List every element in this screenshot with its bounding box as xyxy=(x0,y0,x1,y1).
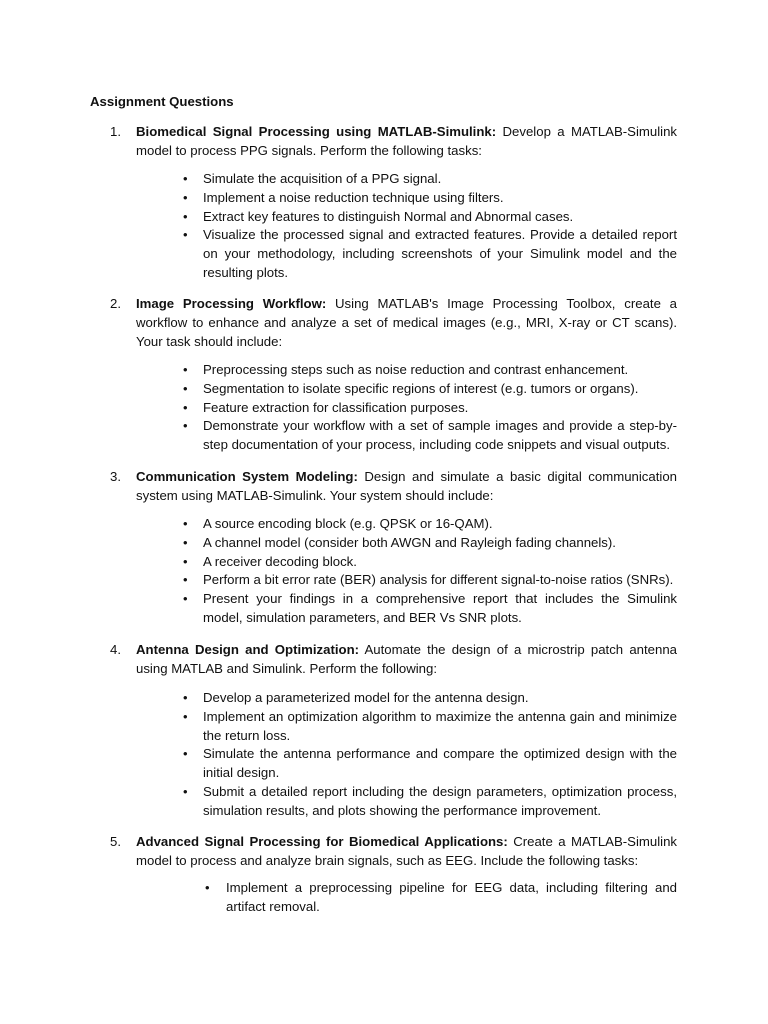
list-item: • A channel model (consider both AWGN and Rayleigh fading channels). xyxy=(203,534,677,553)
bullet-icon: • xyxy=(183,553,188,569)
question-number: 5. xyxy=(110,834,121,849)
list-item: • Extract key features to distinguish Normal and Abnormal cases. xyxy=(203,208,677,227)
list-item: • Present your findings in a comprehensive report that includes the Simulink model, simulation parameters, and BER Vs SNR plots. xyxy=(183,591,677,625)
list-item: • Feature extraction for classification purposes. xyxy=(203,399,677,418)
question-intro: Using MATLAB's Image Processing Toolbox, create a workflow to enhance and analyze a set of medical images (e.g., MRI, X-ray or CT scans). Your task should include: xyxy=(136,296,678,350)
list-item: • A receiver decoding block. xyxy=(203,553,677,572)
question-text xyxy=(136,832,677,870)
bullet-icon: • xyxy=(183,208,188,224)
question-1-bullets xyxy=(183,170,677,283)
question-4-bullets xyxy=(183,689,677,821)
bullet-icon: • xyxy=(183,362,188,377)
bullet-icon: • xyxy=(183,708,188,724)
list-item: • Submit a detailed report including the design parameters, optimization process, simulation results, and plots showing the performance improvement. xyxy=(183,783,677,818)
question-text xyxy=(136,640,677,678)
question-intro: Create a MATLAB-Simulink model to process and analyze brain signals, such as EEG. Include the following tasks: xyxy=(136,834,677,869)
list-item: • Simulate the antenna performance and compare the optimized design with the initial design. xyxy=(183,746,677,781)
bullet-icon: • xyxy=(183,380,188,396)
question-text xyxy=(136,294,677,352)
question-text xyxy=(136,122,677,160)
list-item: • Visualize the processed signal and extracted features. Provide a detailed report on your methodology, including screenshots of your Simulink model and the resulting plots. xyxy=(183,227,677,280)
question-number: 4. xyxy=(110,642,121,657)
question-5-bullets xyxy=(205,879,677,917)
list-item: • Demonstrate your workflow with a set of sample images and provide a step-by-step documentation of your process, including code snippets and visual outputs. xyxy=(183,418,677,453)
list-item: • A source encoding block (e.g. QPSK or 16-QAM). xyxy=(203,515,677,534)
bullet-icon: • xyxy=(205,880,210,895)
list-item: • Implement a preprocessing pipeline for EEG data, including filtering and artifact removal. xyxy=(205,880,677,914)
question-title: Antenna Design and Optimization: xyxy=(136,642,360,657)
question-intro: Develop a MATLAB-Simulink model to process PPG signals. Perform the following tasks: xyxy=(136,124,678,159)
bullet-icon: • xyxy=(183,227,188,243)
bullet-icon: • xyxy=(183,746,188,762)
question-title: Image Processing Workflow: xyxy=(136,296,327,311)
question-number: 2. xyxy=(110,296,121,311)
document-heading: Assignment Questions xyxy=(90,94,234,109)
bullet-icon: • xyxy=(183,418,188,434)
question-title: Advanced Signal Processing for Biomedical Applications: xyxy=(136,834,508,849)
list-item: • Develop a parameterized model for the antenna design. xyxy=(203,689,677,708)
question-text xyxy=(136,467,677,505)
bullet-icon: • xyxy=(183,534,188,550)
list-item: • Implement an optimization algorithm to maximize the antenna gain and minimize the return loss. xyxy=(183,708,677,743)
question-number: 3. xyxy=(110,469,121,484)
list-item: • Perform a bit error rate (BER) analysis for different signal-to-noise ratios (SNRs). xyxy=(203,571,677,590)
list-item: • Simulate the acquisition of a PPG signal. xyxy=(203,170,677,189)
question-intro: Design and simulate a basic digital communication system using MATLAB-Simulink. Your system should include: xyxy=(136,469,677,504)
list-item: • Implement a noise reduction technique using filters. xyxy=(203,189,677,208)
question-title: Biomedical Signal Processing using MATLAB-Simulink: xyxy=(136,124,497,139)
bullet-icon: • xyxy=(183,783,188,799)
bullet-icon: • xyxy=(183,399,188,415)
bullet-icon: • xyxy=(183,189,188,205)
list-item: • Segmentation to isolate specific regions of interest (e.g. tumors or organs). xyxy=(203,380,677,399)
list-item: • Preprocessing steps such as noise reduction and contrast enhancement. xyxy=(203,361,677,380)
question-2-bullets xyxy=(183,361,677,455)
question-number: 1. xyxy=(110,124,121,139)
bullet-icon: • xyxy=(183,591,188,607)
question-title: Communication System Modeling: xyxy=(136,469,358,484)
bullet-icon: • xyxy=(183,572,188,588)
bullet-icon: • xyxy=(183,516,188,531)
bullet-icon: • xyxy=(183,171,188,186)
bullet-icon: • xyxy=(183,690,188,705)
question-3-bullets xyxy=(183,515,677,628)
question-intro: Automate the design of a microstrip patch antenna using MATLAB and Simulink. Perform the following: xyxy=(136,642,677,677)
